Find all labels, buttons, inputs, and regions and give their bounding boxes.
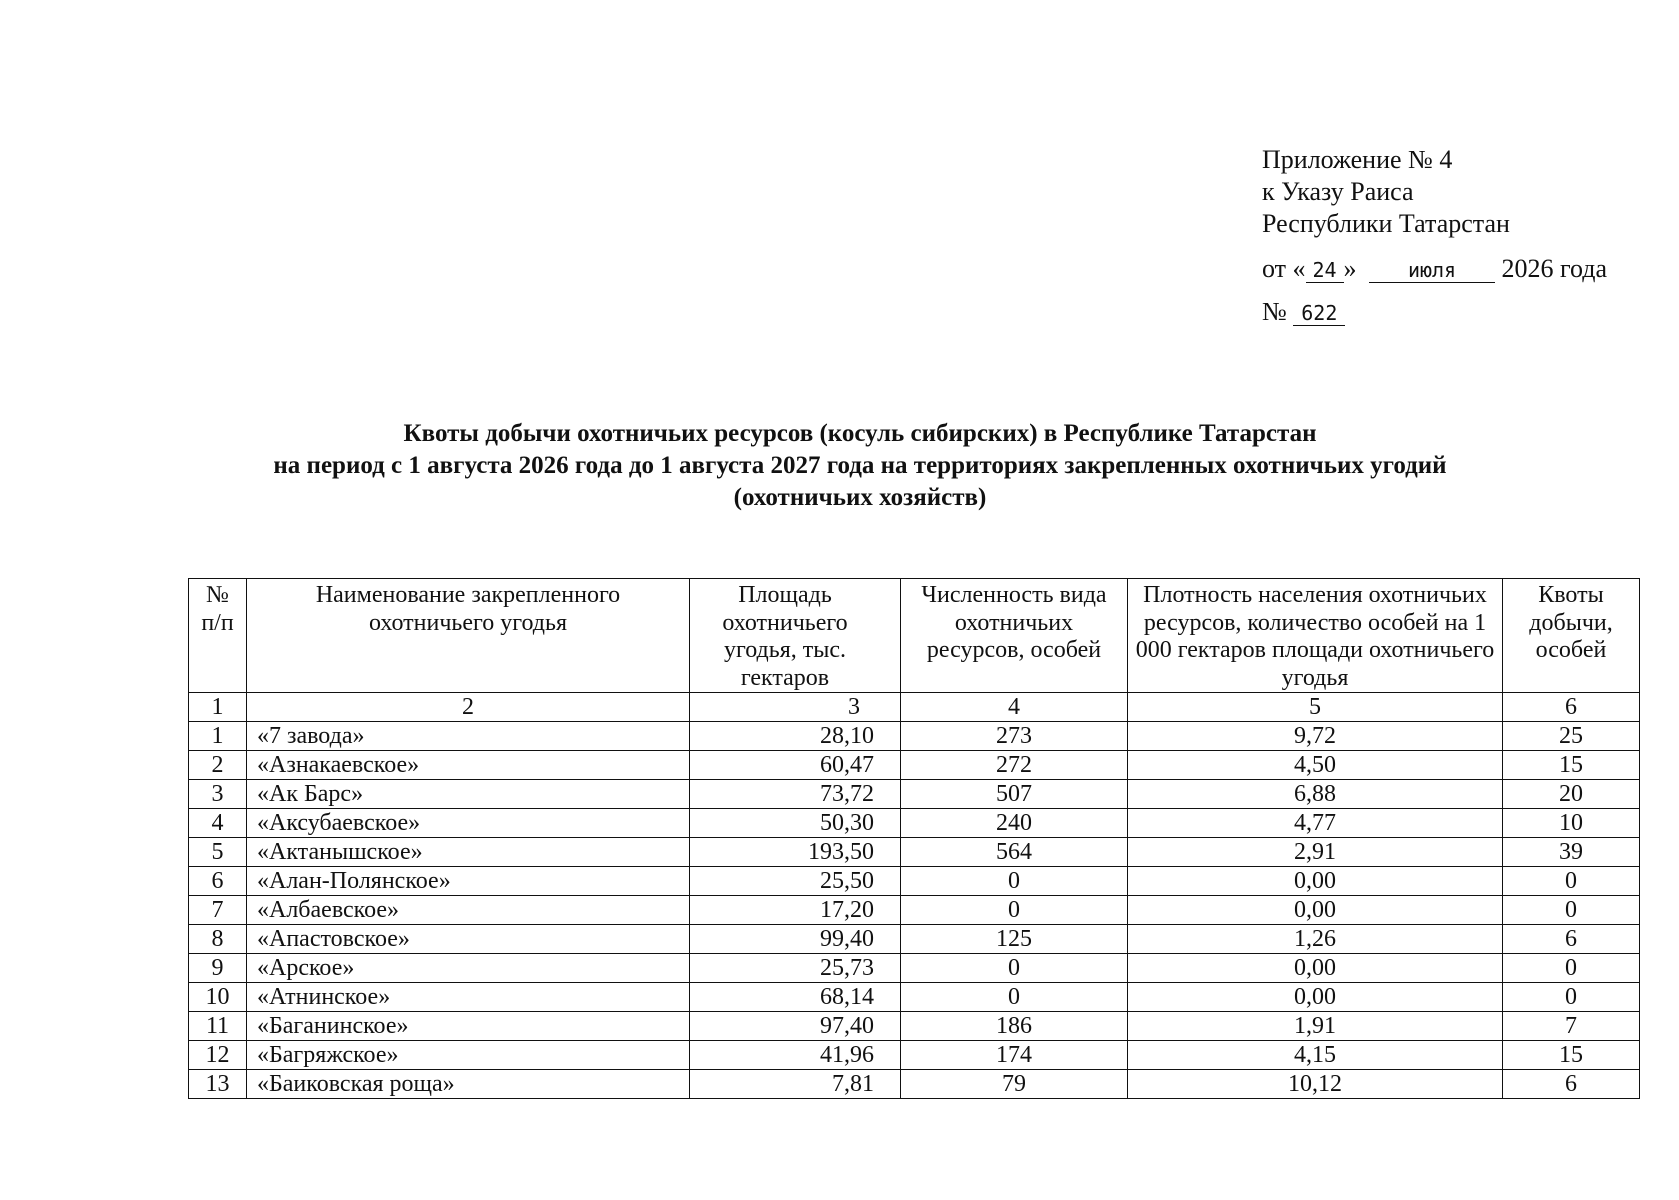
appendix-line-2: к Указу Раиса xyxy=(1262,177,1414,206)
area-value: 25,73 xyxy=(690,954,901,983)
table-row xyxy=(189,954,1640,983)
index-cell: 3 xyxy=(690,693,901,722)
density-value: 10,12 xyxy=(1128,1070,1503,1099)
index-cell: 5 xyxy=(1128,693,1503,722)
population-count: 507 xyxy=(901,780,1128,809)
quota-value: 25 xyxy=(1503,722,1640,751)
population-count: 273 xyxy=(901,722,1128,751)
population-count: 0 xyxy=(901,954,1128,983)
area-value: 68,14 xyxy=(690,983,901,1012)
table-row xyxy=(189,1041,1640,1070)
hunting-ground-name: «Баиковская роща» xyxy=(247,1070,690,1099)
hunting-ground-name: «Албаевское» xyxy=(247,896,690,925)
date-day: 24 xyxy=(1306,258,1344,283)
appendix-line-1: Приложение № 4 xyxy=(1262,145,1453,174)
row-number: 3 xyxy=(189,780,247,809)
table-row xyxy=(189,722,1640,751)
area-value: 7,81 xyxy=(690,1070,901,1099)
population-count: 79 xyxy=(901,1070,1128,1099)
area-value: 99,40 xyxy=(690,925,901,954)
appendix-number xyxy=(1262,296,1662,328)
header-num: № п/п xyxy=(189,579,247,693)
population-count: 0 xyxy=(901,867,1128,896)
number-prefix: № xyxy=(1262,297,1287,326)
population-count: 0 xyxy=(901,896,1128,925)
header-area: Площадь охотничьего угодья, тыс. гектаров xyxy=(690,579,901,693)
area-value: 193,50 xyxy=(690,838,901,867)
header-density: Плотность населения охотничьих ресурсов, количество особей на 1 000 гектаров площади охотничьего угодья xyxy=(1128,579,1503,693)
row-number: 13 xyxy=(189,1070,247,1099)
population-count: 186 xyxy=(901,1012,1128,1041)
row-number: 5 xyxy=(189,838,247,867)
hunting-ground-name: «Алан-Полянское» xyxy=(247,867,690,896)
quota-value: 6 xyxy=(1503,1070,1640,1099)
table-row xyxy=(189,1012,1640,1041)
title-line-2: на период с 1 августа 2026 года до 1 августа 2027 года на территориях закрепленных охотничьих угодий xyxy=(273,452,1447,479)
date-month: июля xyxy=(1369,258,1495,283)
document-number: 622 xyxy=(1293,301,1345,326)
table-row xyxy=(189,1070,1640,1099)
density-value: 0,00 xyxy=(1128,896,1503,925)
row-number: 2 xyxy=(189,751,247,780)
row-number: 7 xyxy=(189,896,247,925)
quota-value: 6 xyxy=(1503,925,1640,954)
density-value: 4,77 xyxy=(1128,809,1503,838)
appendix-line-3: Республики Татарстан xyxy=(1262,209,1510,238)
population-count: 564 xyxy=(901,838,1128,867)
density-value: 1,91 xyxy=(1128,1012,1503,1041)
table-row xyxy=(189,780,1640,809)
table-row xyxy=(189,896,1640,925)
hunting-ground-name: «Баганинское» xyxy=(247,1012,690,1041)
title-line-1: Квоты добычи охотничьих ресурсов (косуль сибирских) в Республике Татарстан xyxy=(403,420,1317,447)
area-value: 60,47 xyxy=(690,751,901,780)
row-number: 4 xyxy=(189,809,247,838)
quota-value: 7 xyxy=(1503,1012,1640,1041)
quota-value: 20 xyxy=(1503,780,1640,809)
row-number: 10 xyxy=(189,983,247,1012)
quota-value: 15 xyxy=(1503,751,1640,780)
area-value: 50,30 xyxy=(690,809,901,838)
index-cell: 2 xyxy=(247,693,690,722)
area-value: 73,72 xyxy=(690,780,901,809)
quota-value: 10 xyxy=(1503,809,1640,838)
title-line-3: (охотничьих хозяйств) xyxy=(733,484,987,511)
population-count: 174 xyxy=(901,1041,1128,1070)
density-value: 6,88 xyxy=(1128,780,1503,809)
index-cell: 6 xyxy=(1503,693,1640,722)
density-value: 2,91 xyxy=(1128,838,1503,867)
hunting-ground-name: «Актанышское» xyxy=(247,838,690,867)
hunting-ground-name: «Атнинское» xyxy=(247,983,690,1012)
table-row xyxy=(189,925,1640,954)
population-count: 240 xyxy=(901,809,1128,838)
population-count: 272 xyxy=(901,751,1128,780)
density-value: 4,15 xyxy=(1128,1041,1503,1070)
quota-value: 0 xyxy=(1503,954,1640,983)
hunting-ground-name: «Апастовское» xyxy=(247,925,690,954)
table-row xyxy=(189,983,1640,1012)
density-value: 4,50 xyxy=(1128,751,1503,780)
date-mid: » xyxy=(1343,254,1357,283)
table-row xyxy=(189,867,1640,896)
quota-table xyxy=(188,578,1640,1099)
index-cell: 4 xyxy=(901,693,1128,722)
area-value: 28,10 xyxy=(690,722,901,751)
hunting-ground-name: «Азнакаевское» xyxy=(247,751,690,780)
row-number: 12 xyxy=(189,1041,247,1070)
density-value: 1,26 xyxy=(1128,925,1503,954)
header-count: Численность вида охотничьих ресурсов, особей xyxy=(901,579,1128,693)
area-value: 41,96 xyxy=(690,1041,901,1070)
density-value: 0,00 xyxy=(1128,867,1503,896)
population-count: 0 xyxy=(901,983,1128,1012)
table-row xyxy=(189,809,1640,838)
appendix-date xyxy=(1262,253,1662,285)
row-number: 6 xyxy=(189,867,247,896)
row-number: 1 xyxy=(189,722,247,751)
area-value: 25,50 xyxy=(690,867,901,896)
population-count: 125 xyxy=(901,925,1128,954)
date-year: 2026 года xyxy=(1501,254,1608,283)
density-value: 0,00 xyxy=(1128,983,1503,1012)
appendix-block xyxy=(1262,144,1662,328)
density-value: 0,00 xyxy=(1128,954,1503,983)
hunting-ground-name: «Арское» xyxy=(247,954,690,983)
hunting-ground-name: «Ак Барс» xyxy=(247,780,690,809)
row-number: 8 xyxy=(189,925,247,954)
column-index-row xyxy=(189,693,1640,722)
header-row xyxy=(189,579,1640,693)
hunting-ground-name: «Аксубаевское» xyxy=(247,809,690,838)
area-value: 17,20 xyxy=(690,896,901,925)
table-row xyxy=(189,838,1640,867)
area-value: 97,40 xyxy=(690,1012,901,1041)
quota-value: 0 xyxy=(1503,896,1640,925)
row-number: 9 xyxy=(189,954,247,983)
header-name: Наименование закрепленного охотничьего угодья xyxy=(247,579,690,693)
density-value: 9,72 xyxy=(1128,722,1503,751)
quota-value: 39 xyxy=(1503,838,1640,867)
header-quota: Квоты добычи, особей xyxy=(1503,579,1640,693)
hunting-ground-name: «7 завода» xyxy=(247,722,690,751)
document-title xyxy=(160,418,1560,514)
quota-value: 0 xyxy=(1503,867,1640,896)
date-prefix: от « xyxy=(1262,254,1306,283)
index-cell: 1 xyxy=(189,693,247,722)
row-number: 11 xyxy=(189,1012,247,1041)
hunting-ground-name: «Багряжское» xyxy=(247,1041,690,1070)
table-row xyxy=(189,751,1640,780)
quota-value: 0 xyxy=(1503,983,1640,1012)
quota-value: 15 xyxy=(1503,1041,1640,1070)
